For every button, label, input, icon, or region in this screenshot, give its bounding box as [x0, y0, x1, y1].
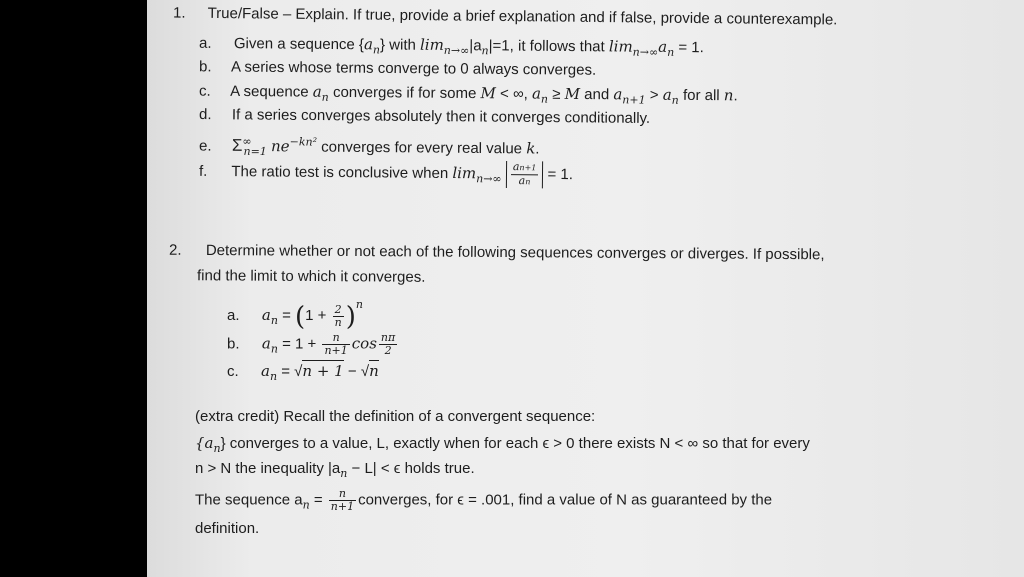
paren-open: ( — [295, 302, 306, 332]
math-sub: n — [372, 43, 381, 57]
extra-text: converges, for ϵ = .001, find a value of N as guaranteed by the — [358, 491, 773, 509]
math-sub: n — [540, 92, 549, 106]
item-text: } with — [379, 36, 421, 54]
math-sub: n→∞ — [476, 172, 502, 186]
q1-number: 1. — [172, 4, 186, 22]
item-text: . — [733, 87, 738, 105]
frac — [379, 332, 397, 357]
math-sup: −kn² — [289, 135, 318, 149]
item-text: = 1 + — [277, 335, 321, 353]
extra-line5 — [195, 520, 259, 538]
item-letter: b. — [227, 335, 240, 353]
item-letter: a. — [198, 34, 212, 52]
frac-bot: a — [518, 174, 526, 188]
sum-symbol: Σ — [231, 135, 243, 155]
math-sub: n — [270, 342, 278, 356]
ratio-frac — [511, 161, 539, 188]
item-text: |=1, it follows that — [488, 37, 609, 56]
item-letter: b. — [198, 58, 212, 76]
item-text: 1 + — [305, 307, 331, 324]
frac-top: n — [322, 332, 349, 345]
math-sub: n→∞ — [632, 45, 659, 59]
math-var: a — [312, 82, 322, 101]
extra-text: − L| < ϵ holds true. — [347, 460, 475, 477]
math-var: a — [261, 362, 270, 380]
item-text: |a — [469, 37, 482, 55]
item-text: If a series converges absolutely then it converges conditionally. — [231, 106, 651, 127]
math-var: n — [723, 86, 734, 105]
frac-bot: n+1 — [324, 344, 348, 357]
frac — [333, 304, 344, 329]
math-sub: n — [671, 93, 679, 107]
math-sub: n — [321, 90, 329, 104]
frac — [329, 488, 356, 513]
math-var: a — [363, 35, 374, 54]
item-text: converges for every real value — [316, 138, 527, 158]
item-text: The ratio test is conclusive when — [231, 163, 453, 183]
extra-text: } converges to a value, L, exactly when for each ϵ > 0 there exists N < ∞ so that for every — [220, 435, 810, 452]
math-sub: n — [269, 370, 278, 383]
item-letter: e. — [198, 137, 212, 155]
item-text: A series whose terms converge to 0 always converges. — [230, 58, 597, 79]
item-text: > — [645, 86, 663, 104]
item-text: = 1. — [543, 165, 574, 184]
math-term: ne — [270, 137, 290, 156]
item-text: for all — [678, 86, 724, 105]
item-text: = — [277, 363, 295, 380]
q1-item-f — [199, 158, 573, 189]
item-letter: f. — [198, 162, 208, 180]
frac-top: 2 — [333, 304, 344, 317]
q2-heading-line2 — [197, 267, 426, 287]
frac — [322, 332, 349, 357]
math-lim: lim — [608, 37, 633, 56]
item-letter: c. — [198, 82, 211, 100]
frac-top: a — [512, 160, 520, 174]
q2-item-b — [227, 332, 399, 358]
item-text: = — [277, 307, 296, 324]
ratio-abs — [506, 161, 544, 188]
sqrt-radicand: n + 1 — [302, 362, 344, 380]
math-sup: ∞ — [242, 134, 252, 148]
q1-heading: True/False – Explain. If true, provide a brief explanation and if false, provide a counterexample. — [207, 4, 838, 29]
frac-top-sub: n+1 — [519, 163, 537, 173]
extra-text: The sequence a — [195, 491, 303, 509]
math-sup: n — [355, 298, 363, 311]
paren-close: ) — [345, 302, 356, 332]
math-sub: n — [302, 498, 310, 512]
q2-heading: Determine whether or not each of the following sequences converges or diverges. If possible, — [205, 241, 825, 264]
math-sub: n — [270, 314, 278, 327]
q1-heading-line — [173, 5, 838, 30]
item-text: . — [535, 140, 540, 158]
extra-math: {a — [195, 434, 214, 452]
math-sub: n — [213, 442, 221, 455]
item-text: and — [579, 85, 614, 104]
math-var: a — [261, 306, 271, 324]
sqrt-sign: √ — [360, 363, 370, 380]
worksheet-page — [147, 0, 1024, 577]
math-sub: n→∞ — [443, 43, 470, 58]
item-letter: a. — [227, 307, 240, 324]
math-sub: n+1 — [622, 93, 646, 107]
math-var: a — [613, 85, 623, 104]
math-var: M — [480, 84, 497, 103]
q2-item-a — [227, 296, 363, 330]
math-var: M — [564, 84, 581, 103]
q1-item-d — [199, 106, 650, 128]
item-text: = 1. — [674, 38, 704, 57]
item-letter: d. — [198, 106, 212, 124]
math-lim: lim — [452, 164, 477, 183]
extra-text: (extra credit) Recall the definition of a convergent sequence: — [195, 408, 596, 425]
frac-bot: n+1 — [330, 500, 355, 513]
sqrt-radicand: n — [369, 362, 379, 380]
item-text: converges if for some — [328, 83, 481, 103]
q1-item-b — [199, 58, 596, 79]
extra-line4 — [195, 488, 772, 514]
frac-top: nπ — [380, 331, 396, 344]
extra-line2 — [195, 434, 810, 458]
math-var: a — [261, 334, 271, 353]
math-sub: n — [481, 44, 489, 58]
frac-top: n — [329, 488, 356, 501]
q2-number: 2. — [168, 241, 182, 259]
extra-text: definition. — [195, 520, 260, 537]
math-lim: lim — [419, 35, 444, 54]
item-text: Given a sequence { — [233, 35, 365, 54]
q2-item-c — [227, 362, 379, 386]
item-letter: c. — [227, 363, 239, 380]
q2-heading-cont: find the limit to which it converges. — [196, 267, 426, 286]
frac-bot-sub: n — [525, 177, 531, 187]
extra-text: = — [309, 491, 327, 509]
math-sub: n — [667, 45, 675, 59]
item-text: A sequence — [230, 82, 313, 101]
sqrt-sign: √ — [294, 363, 303, 380]
math-var: a — [658, 37, 668, 56]
math-var: a — [531, 84, 542, 103]
item-text: − — [343, 363, 361, 380]
frac-bot: 2 — [384, 344, 392, 357]
math-sub: n — [340, 467, 348, 480]
frac-bot: n — [334, 315, 342, 329]
math-sub: n=1 — [243, 144, 267, 159]
math-var: a — [662, 85, 672, 104]
item-text: < ∞, — [495, 85, 533, 103]
extra-line1 — [195, 408, 595, 426]
math-var: k — [526, 139, 536, 158]
q2-heading-line1 — [169, 242, 825, 265]
math-fn: cos — [351, 334, 377, 353]
extra-text: n > N the inequality |a — [195, 460, 341, 477]
item-text: ≥ — [548, 85, 565, 103]
extra-line3 — [195, 460, 475, 483]
